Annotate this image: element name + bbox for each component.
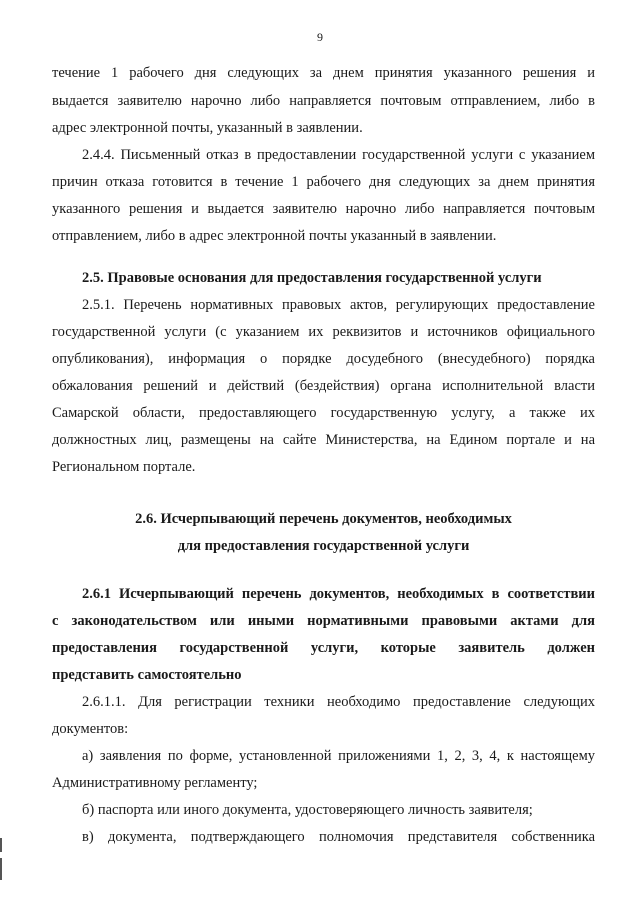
section-heading-2-6: 2.6. Исчерпывающий перечень документов, необходимых	[135, 511, 512, 527]
paragraph-line: обжалования решений и действий (бездействия) органа исполнительной власти	[52, 378, 595, 394]
paragraph-line: Административному регламенту;	[52, 775, 258, 791]
paragraph-line: 2.6.1.1. Для регистрации техники необходимо предоставление следующих	[82, 694, 595, 710]
paragraph-line: указанного решения и выдается заявителю нарочно либо направляется почтовым	[52, 201, 595, 217]
list-item-a: а) заявления по форме, установленной приложениями 1, 2, 3, 4, к настоящему	[82, 748, 595, 764]
scan-edge-mark	[0, 838, 2, 852]
paragraph-line: должностных лиц, размещены на сайте Министерства, на Едином портале и на	[52, 432, 595, 448]
scan-edge-mark	[0, 858, 2, 880]
paragraph-line: опубликования), информация о порядке досудебного (внесудебного) порядка	[52, 351, 595, 367]
subsection-heading-line: с законодательством или иными нормативными правовыми актами для	[52, 613, 595, 629]
list-item-c: в) документа, подтверждающего полномочия представителя собственника	[82, 829, 595, 845]
paragraph-line: 2.4.4. Письменный отказ в предоставлении государственной услуги с указанием	[82, 147, 595, 163]
paragraph-line: течение 1 рабочего дня следующих за днем принятия указанного решения и	[52, 65, 595, 81]
subsection-heading-line: предоставления государственной услуги, которые заявитель должен	[52, 640, 595, 656]
subsection-heading-line: представить самостоятельно	[52, 667, 242, 683]
paragraph-line: 2.5.1. Перечень нормативных правовых актов, регулирующих предоставление	[82, 297, 595, 313]
paragraph-line: государственной услуги (с указанием их реквизитов и источников официального	[52, 324, 595, 340]
section-heading-2-5: 2.5. Правовые основания для предоставления государственной услуги	[82, 270, 542, 286]
paragraph-line: отправлением, либо в адрес электронной почты указанный в заявлении.	[52, 228, 497, 244]
paragraph-line: выдается заявителю нарочно либо направляется почтовым отправлением, либо в	[52, 93, 595, 109]
subsection-heading-line: 2.6.1 Исчерпывающий перечень документов, необходимых в соответствии	[82, 586, 595, 602]
paragraph-line: адрес электронной почты, указанный в заявлении.	[52, 120, 363, 136]
paragraph-line: документов:	[52, 721, 129, 737]
paragraph-line: Самарской области, предоставляющего государственную услугу, а также их	[52, 405, 595, 421]
paragraph-line: причин отказа готовится в течение 1 рабочего дня следующих за днем принятия	[52, 174, 595, 190]
list-item-b: б) паспорта или иного документа, удостоверяющего личность заявителя;	[82, 802, 533, 818]
section-heading-2-6-cont: для предоставления государственной услуги	[177, 538, 470, 554]
page-number: 9	[317, 30, 323, 44]
paragraph-line: Региональном портале.	[52, 459, 196, 475]
